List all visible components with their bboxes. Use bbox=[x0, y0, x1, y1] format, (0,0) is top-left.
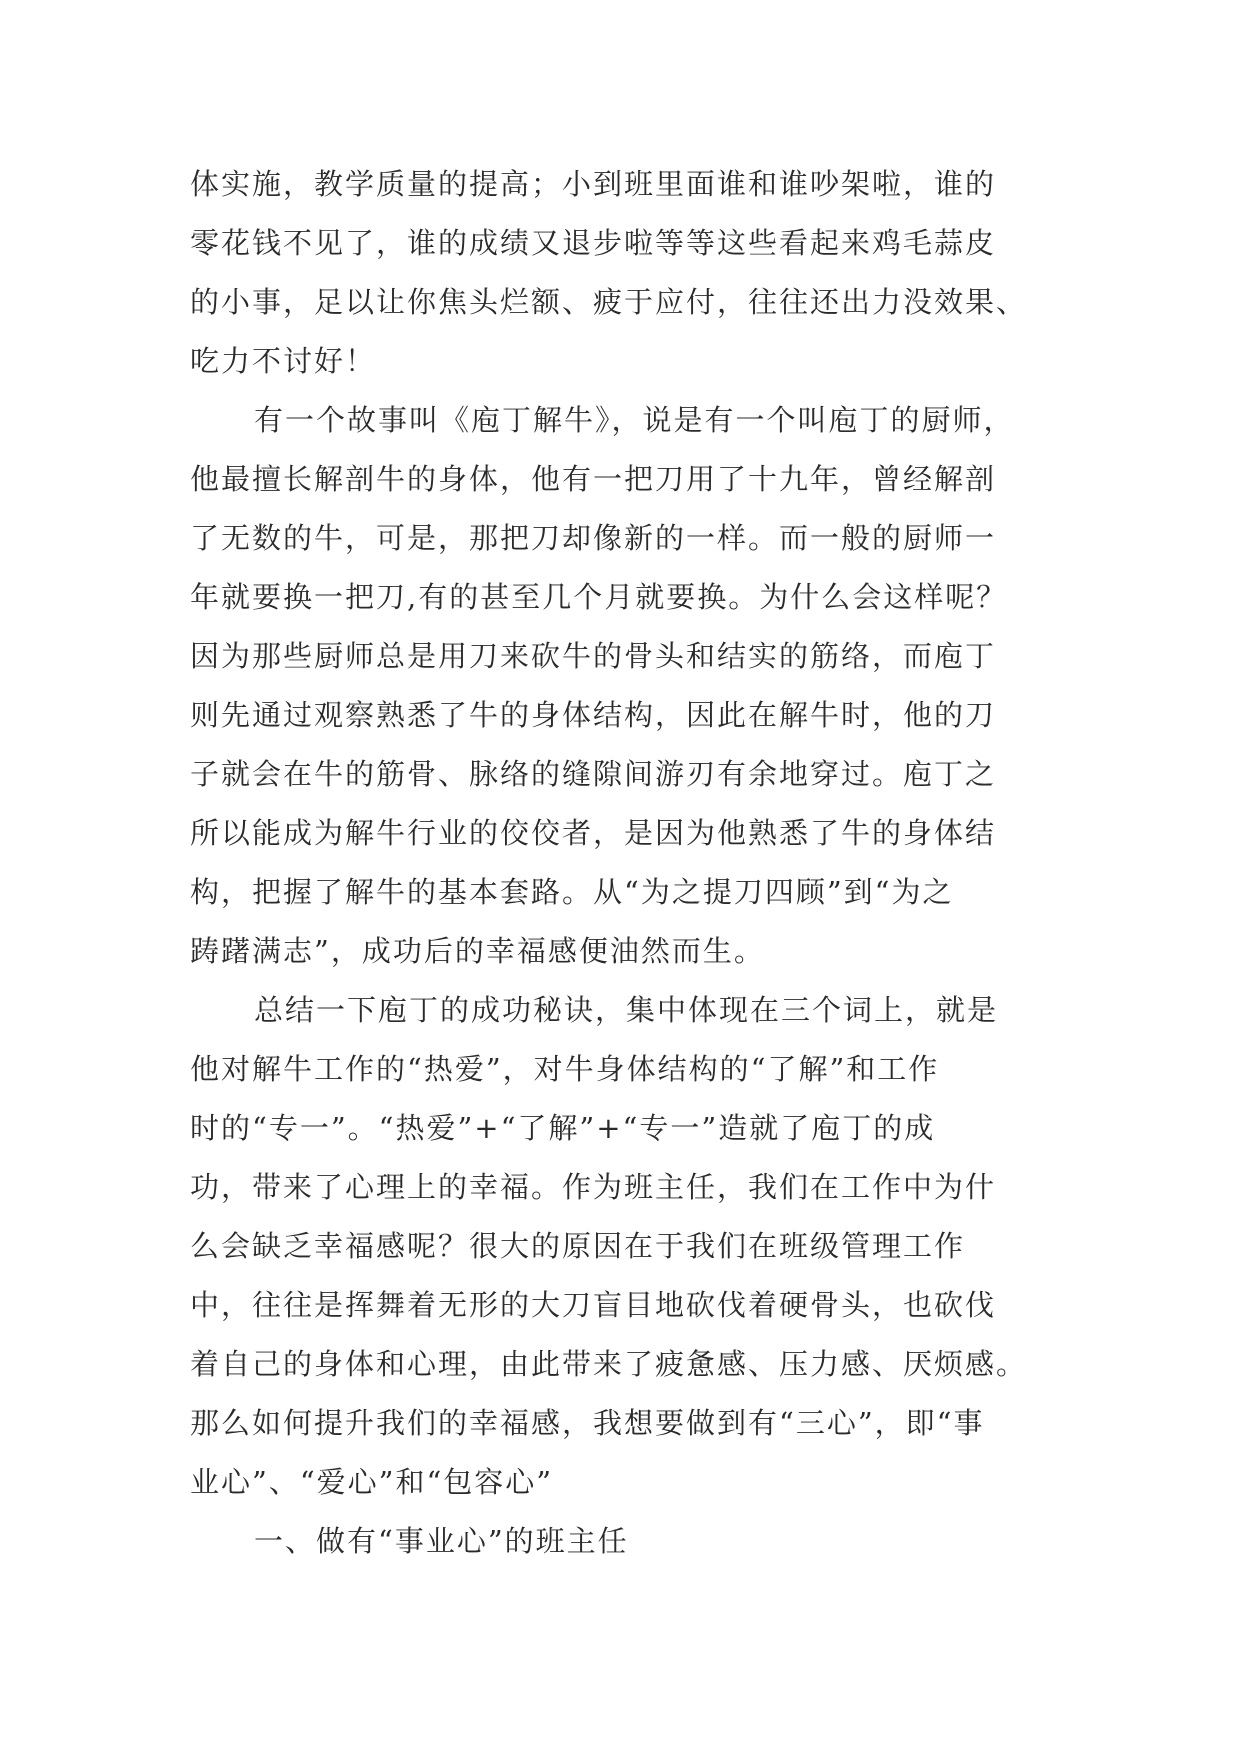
text-line: 中，往往是挥舞着无形的大刀盲目地砍伐着硬骨头，也砍伐 bbox=[190, 1288, 997, 1322]
section-heading: 一、做有“事业心”的班主任 bbox=[254, 1524, 629, 1558]
text-line: 时的“专一”。“热爱”+“了解”+“专一”造就了庖丁的成 bbox=[190, 1111, 936, 1145]
text-line: 他对解牛工作的“热爱”，对牛身体结构的“了解”和工作 bbox=[190, 1052, 940, 1086]
text-line: 了无数的牛，可是，那把刀却像新的一样。而一般的厨师一 bbox=[190, 521, 997, 555]
text-line: 子就会在牛的筋骨、脉络的缝隙间游刃有余地穿过。庖丁之 bbox=[190, 757, 997, 791]
text-line: 么会缺乏幸福感呢？很大的原因在于我们在班级管理工作 bbox=[190, 1229, 966, 1263]
body-text bbox=[190, 155, 1050, 1571]
text-line: 吃力不讨好！ bbox=[190, 344, 377, 378]
text-line: 踌躇满志”，成功后的幸福感便油然而生。 bbox=[190, 934, 765, 968]
text-line: 因为那些厨师总是用刀来砍牛的骨头和结实的筋络，而庖丁 bbox=[190, 639, 997, 673]
text-line: 构，把握了解牛的基本套路。从“为之提刀四顾”到“为之 bbox=[190, 875, 954, 909]
text-line: 零花钱不见了，谁的成绩又退步啦等等这些看起来鸡毛蒜皮 bbox=[190, 226, 997, 260]
text-line: 总结一下庖丁的成功秘诀，集中体现在三个词上，就是 bbox=[254, 993, 999, 1027]
text-line: 体实施，教学质量的提高；小到班里面谁和谁吵架啦，谁的 bbox=[190, 167, 997, 201]
text-line: 的小事，足以让你焦头烂额、疲于应付，往往还出力没效果、 bbox=[190, 285, 1028, 319]
text-line: 功，带来了心理上的幸福。作为班主任，我们在工作中为什 bbox=[190, 1170, 997, 1204]
text-line: 业心”、“爱心”和“包容心” bbox=[190, 1465, 554, 1499]
text-line: 则先通过观察熟悉了牛的身体结构，因此在解牛时，他的刀 bbox=[190, 698, 997, 732]
text-line: 有一个故事叫《庖丁解牛》，说是有一个叫庖丁的厨师， bbox=[254, 403, 1015, 437]
text-line: 那么如何提升我们的幸福感，我想要做到有“三心”，即“事 bbox=[190, 1406, 985, 1440]
text-line: 所以能成为解牛行业的佼佼者，是因为他熟悉了牛的身体结 bbox=[190, 816, 997, 850]
text-line: 他最擅长解剖牛的身体，他有一把刀用了十九年，曾经解剖 bbox=[190, 462, 997, 496]
text-line: 年就要换一把刀,有的甚至几个月就要换。为什么会这样呢？ bbox=[190, 580, 1008, 614]
text-line: 着自己的身体和心理，由此带来了疲惫感、压力感、厌烦感。 bbox=[190, 1347, 1028, 1381]
